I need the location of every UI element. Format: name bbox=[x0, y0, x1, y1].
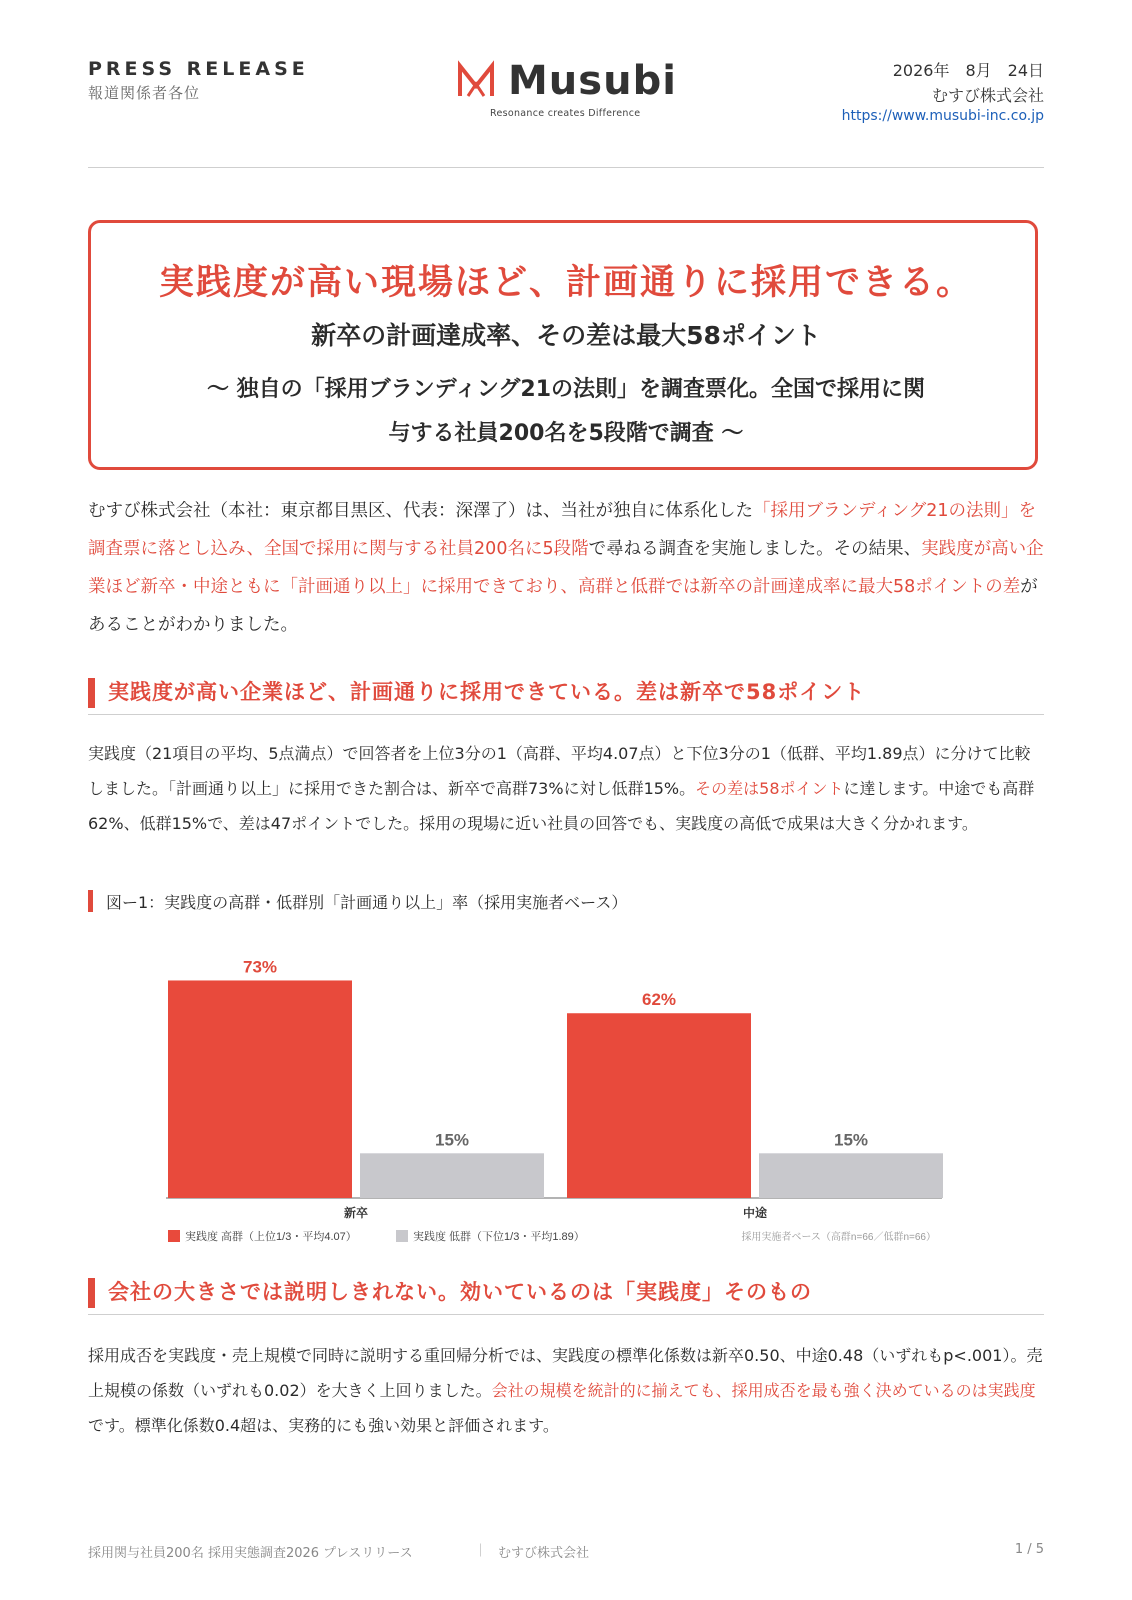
section-2-highlight: 会社の規模を統計的に揃えても、採用成否を最も強く決めているのは実践度 bbox=[491, 1381, 1036, 1400]
footer-title: 採用関与社員200名 採用実態調査2026 プレスリリース bbox=[88, 1546, 413, 1561]
bar-value-label: 15% bbox=[434, 1130, 470, 1150]
bar-value-label: 73% bbox=[242, 957, 278, 977]
company-name: むすび株式会社 bbox=[931, 86, 1044, 105]
category-label: 中途 bbox=[742, 1206, 768, 1220]
bar-high-chuto bbox=[567, 1013, 751, 1198]
section-2-text: 採用成否を実践度・売上規模で同時に説明する重回帰分析では、実践度の標準化係数は新卒0.50、中途0.48（いずれもp<.001）。売上規模の係数（いずれも0.02）を大きく上回りました。 bbox=[88, 1346, 1043, 1400]
section-1-text-tail: に達します。中途でも高群62%、低群15%で、差は47ポイントでした。採用の現場に近い社員の回答でも、実践度の高低で成果は大きく分かれます。 bbox=[88, 779, 1035, 833]
page-number: 1 / 5 bbox=[1014, 1542, 1044, 1557]
bar-high-shinsotsu bbox=[168, 980, 352, 1198]
logo-tagline: Resonance creates Difference bbox=[490, 108, 641, 119]
figure-1-title: 図ー1：実践度の高群・低群別「計画通り以上」率（採用実施者ベース） bbox=[106, 893, 628, 912]
section-2-text-tail: です。標準化係数0.4超は、実務的にも強い効果と評価されます。 bbox=[88, 1416, 559, 1435]
section-2-title: 会社の大きさでは説明しきれない。効いているのは「実践度」そのもの bbox=[108, 1280, 812, 1304]
bar-value-label: 15% bbox=[833, 1130, 869, 1150]
section-1-title: 実践度が高い企業ほど、計画通りに採用できている。差は新卒で58ポイント bbox=[108, 680, 866, 704]
logo-wordmark: Musubi bbox=[508, 58, 677, 104]
footer-company: むすび株式会社 bbox=[498, 1546, 590, 1561]
intro-text-2: で尋ねる調査を実施しました。その結果、 bbox=[588, 539, 922, 559]
intro-text-3: があることがわかりました。 bbox=[88, 577, 1038, 635]
audience-label: 報道関係者各位 bbox=[88, 84, 201, 102]
legend-swatch bbox=[168, 1230, 180, 1242]
bar-value-label: 62% bbox=[641, 990, 677, 1010]
company-url-link[interactable]: https://www.musubi-inc.co.jp bbox=[841, 108, 1044, 124]
headline-lead-line-2: 与する社員200名を5段階で調査 ～ bbox=[388, 421, 744, 446]
headline-subtitle: 新卒の計画達成率、その差は最大58ポイント bbox=[311, 321, 821, 350]
section-2-marker bbox=[88, 1278, 95, 1308]
footer-separator: ｜ bbox=[474, 1544, 488, 1559]
legend-label: 実践度 低群（下位1/3・平均1.89） bbox=[413, 1231, 585, 1243]
intro-highlight-1: 「採用ブランディング21の法則」を調査票に落とし込み、全国で採用に関与する社員200名に5段階 bbox=[88, 501, 1037, 559]
bar-low-shinsotsu bbox=[360, 1153, 544, 1198]
chart-note: 採用実施者ベース（高群n=66／低群n=66） bbox=[741, 1232, 936, 1243]
intro-highlight-2: 実践度が高い企業ほど新卒・中途ともに「計画通り以上」に採用できており、高群と低群では新卒の計画達成率に最大58ポイントの差 bbox=[88, 539, 1044, 597]
headline-title: 実践度が高い現場ほど、計画通りに採用できる。 bbox=[158, 263, 973, 303]
section-1-text: 実践度（21項目の平均、5点満点）で回答者を上位3分の1（高群、平均4.07点）と下位3分の1（低群、平均1.89点）に分けて比較しました。「計画通り以上」に採用できた割合は、新卒で高群73%に対し低群15%。 bbox=[88, 744, 1031, 798]
section-2-divider bbox=[88, 1314, 1044, 1315]
legend-swatch bbox=[396, 1230, 408, 1242]
legend-label: 実践度 高群（上位1/3・平均4.07） bbox=[185, 1231, 357, 1243]
section-2-paragraph bbox=[88, 1338, 1044, 1443]
section-1-highlight: その差は58ポイント bbox=[695, 779, 844, 798]
release-date: 2026年 8月 24日 bbox=[892, 61, 1044, 80]
category-label: 新卒 bbox=[343, 1206, 369, 1220]
press-release-label: PRESS RELEASE bbox=[88, 58, 309, 80]
headline-lead-line-1: ～ 独自の「採用ブランディング21の法則」を調査票化。全国で採用に関 bbox=[206, 377, 926, 402]
intro-text-1: むすび株式会社（本社：東京都目黒区、代表：深澤了）は、当社が独自に体系化した bbox=[88, 501, 753, 521]
bar-low-chuto bbox=[759, 1153, 943, 1198]
